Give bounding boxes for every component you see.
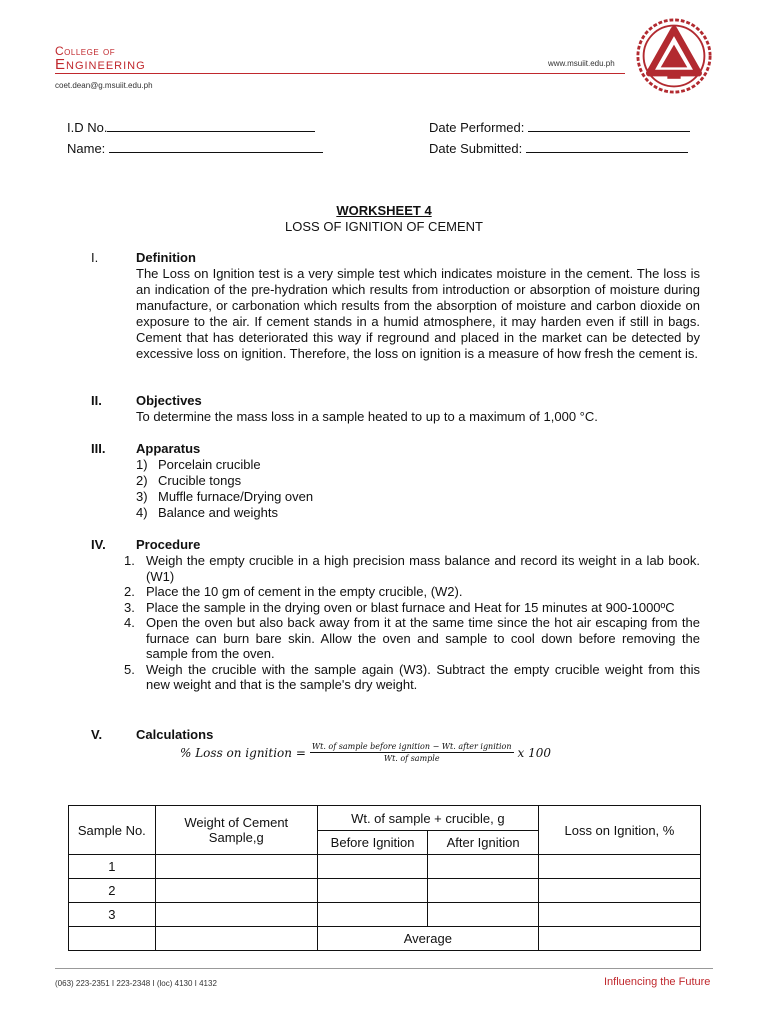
list-item [136, 505, 700, 521]
definition-heading: Definition [136, 250, 196, 265]
list-number: 4. [124, 615, 135, 630]
college-line1: College of [55, 44, 116, 58]
sample-number: 1 [69, 855, 156, 879]
email: coet.dean@g.msuiit.edu.ph [55, 81, 153, 90]
list-text: Crucible tongs [158, 473, 242, 488]
date-submitted-blank[interactable] [526, 141, 688, 153]
date-performed-label: Date Performed: [429, 120, 525, 135]
date-performed-blank[interactable] [528, 120, 690, 132]
date-submitted-label: Date Submitted: [429, 141, 523, 156]
formula-lhs: % Loss on ignition = [180, 745, 306, 760]
procedure-heading: Procedure [136, 537, 201, 552]
header-loss: Loss on Ignition, % [538, 806, 700, 855]
list-text: Open the oven but also back away from it at the same time since the hot air escaping from the furnace can burn bare skin. Allow the oven and sample to cool down before removing the sample from the oven. [146, 615, 700, 661]
section-number-calculations: V. [91, 727, 103, 742]
date-performed-field [429, 120, 690, 135]
list-number: 2) [136, 473, 148, 488]
apparatus-list [136, 457, 700, 521]
table-row [69, 855, 701, 879]
table-cell[interactable] [155, 903, 317, 927]
calculations-heading: Calculations [136, 727, 214, 742]
list-number: 3. [124, 599, 135, 615]
formula-denominator: Wt. of sample [383, 754, 440, 763]
objectives-heading: Objectives [136, 393, 202, 408]
header-group: Wt. of sample + crucible, g [317, 806, 538, 831]
list-number: 1) [136, 457, 148, 472]
name-blank[interactable] [109, 141, 323, 153]
table-cell[interactable] [155, 855, 317, 879]
header-after: After Ignition [428, 831, 538, 855]
list-item [124, 615, 700, 662]
worksheet-subtitle: LOSS OF IGNITION OF CEMENT [285, 219, 483, 234]
header-sample-no: Sample No. [69, 806, 156, 855]
name-label: Name: [67, 141, 106, 156]
table-cell[interactable] [538, 855, 700, 879]
list-text: Balance and weights [158, 505, 278, 520]
table-cell[interactable] [428, 879, 538, 903]
table-cell[interactable] [538, 903, 700, 927]
tagline: Influencing the Future [604, 976, 711, 988]
section-number-objectives: II. [91, 393, 102, 408]
list-text: Place the 10 gm of cement in the empty crucible, (W2). [146, 584, 463, 599]
table-cell[interactable] [428, 855, 538, 879]
section-number-procedure: IV. [91, 537, 106, 552]
list-text: Muffle furnace/Drying oven [158, 489, 314, 504]
list-number: 5. [124, 661, 135, 677]
table-row [69, 927, 701, 951]
list-item [136, 489, 700, 505]
header-weight: Weight of Cement Sample,g [155, 806, 317, 855]
formula-numerator: Wt. of sample before ignition − Wt. after ignition [311, 742, 512, 751]
average-value-cell[interactable] [538, 927, 700, 951]
date-submitted-field [429, 141, 688, 156]
definition-text: The Loss on Ignition test is a very simple test which indicates moisture in the cement. The loss is an indication of the pre-hydration which results from introduction or absorption of moisture during manufacture, or carbonation which results from the absorption of moisture and carbon dioxide on exposure to the air. If cement stands in a humid atmosphere, it may harden even if still in bags. Cement that has deteriorated this way if reground and placed in the market can be detected by excessive loss on ignition. Therefore, the loss on ignition is a measure of how fresh the cement is. [136, 266, 700, 361]
sample-number: 2 [69, 879, 156, 903]
website: www.msuiit.edu.ph [548, 59, 615, 68]
list-number: 4) [136, 505, 148, 520]
table-cell [69, 927, 156, 951]
id-blank[interactable] [107, 120, 315, 132]
formula-rhs: x 100 [517, 745, 552, 760]
table-cell[interactable] [317, 903, 427, 927]
average-label: Average [317, 927, 538, 951]
college-name [55, 45, 146, 71]
list-text: Weigh the crucible with the sample again (W3). Subtract the empty crucible weight from this new weight and that is the sample's dry weight. [146, 661, 700, 692]
table-cell[interactable] [317, 879, 427, 903]
table-row [69, 879, 701, 903]
formula-fraction [310, 742, 514, 763]
list-item [124, 600, 700, 616]
table-cell[interactable] [317, 855, 427, 879]
list-number: 1. [124, 553, 135, 568]
list-item [124, 584, 700, 600]
name-field [67, 141, 323, 156]
table-cell[interactable] [428, 903, 538, 927]
university-seal-logo [636, 18, 712, 94]
results-table [68, 805, 701, 951]
list-text: Weigh the empty crucible in a high precision mass balance and record its weight in a lab book. (W1) [146, 553, 700, 584]
college-line2: Engineering [55, 56, 146, 73]
table-cell[interactable] [155, 879, 317, 903]
table-row [69, 903, 701, 927]
list-item [124, 553, 700, 584]
list-item [124, 662, 700, 693]
table-cell[interactable] [538, 879, 700, 903]
header-before: Before Ignition [317, 831, 427, 855]
procedure-list [124, 553, 700, 693]
list-text: Place the sample in the drying oven or blast furnace and Heat for 15 minutes at 900-1000ºC [146, 599, 675, 615]
id-field [67, 120, 315, 135]
worksheet-title: WORKSHEET 4 [336, 203, 432, 218]
list-number: 3) [136, 489, 148, 504]
id-label: I.D No. [67, 120, 108, 135]
phone-numbers: (063) 223-2351 I 223-2348 I (loc) 4130 I 4132 [55, 979, 217, 988]
loss-on-ignition-formula [180, 742, 551, 763]
objectives-text: To determine the mass loss in a sample heated to up to a maximum of 1,000 °C. [136, 409, 598, 424]
list-item [136, 457, 700, 473]
section-number-apparatus: III. [91, 441, 106, 456]
sample-number: 3 [69, 903, 156, 927]
section-number-definition: I. [91, 250, 99, 265]
apparatus-heading: Apparatus [136, 441, 201, 456]
list-text: Porcelain crucible [158, 457, 261, 472]
header-divider [55, 73, 625, 74]
list-number: 2. [124, 584, 135, 599]
list-item [136, 473, 700, 489]
footer-divider [55, 968, 713, 969]
table-cell [155, 927, 317, 951]
